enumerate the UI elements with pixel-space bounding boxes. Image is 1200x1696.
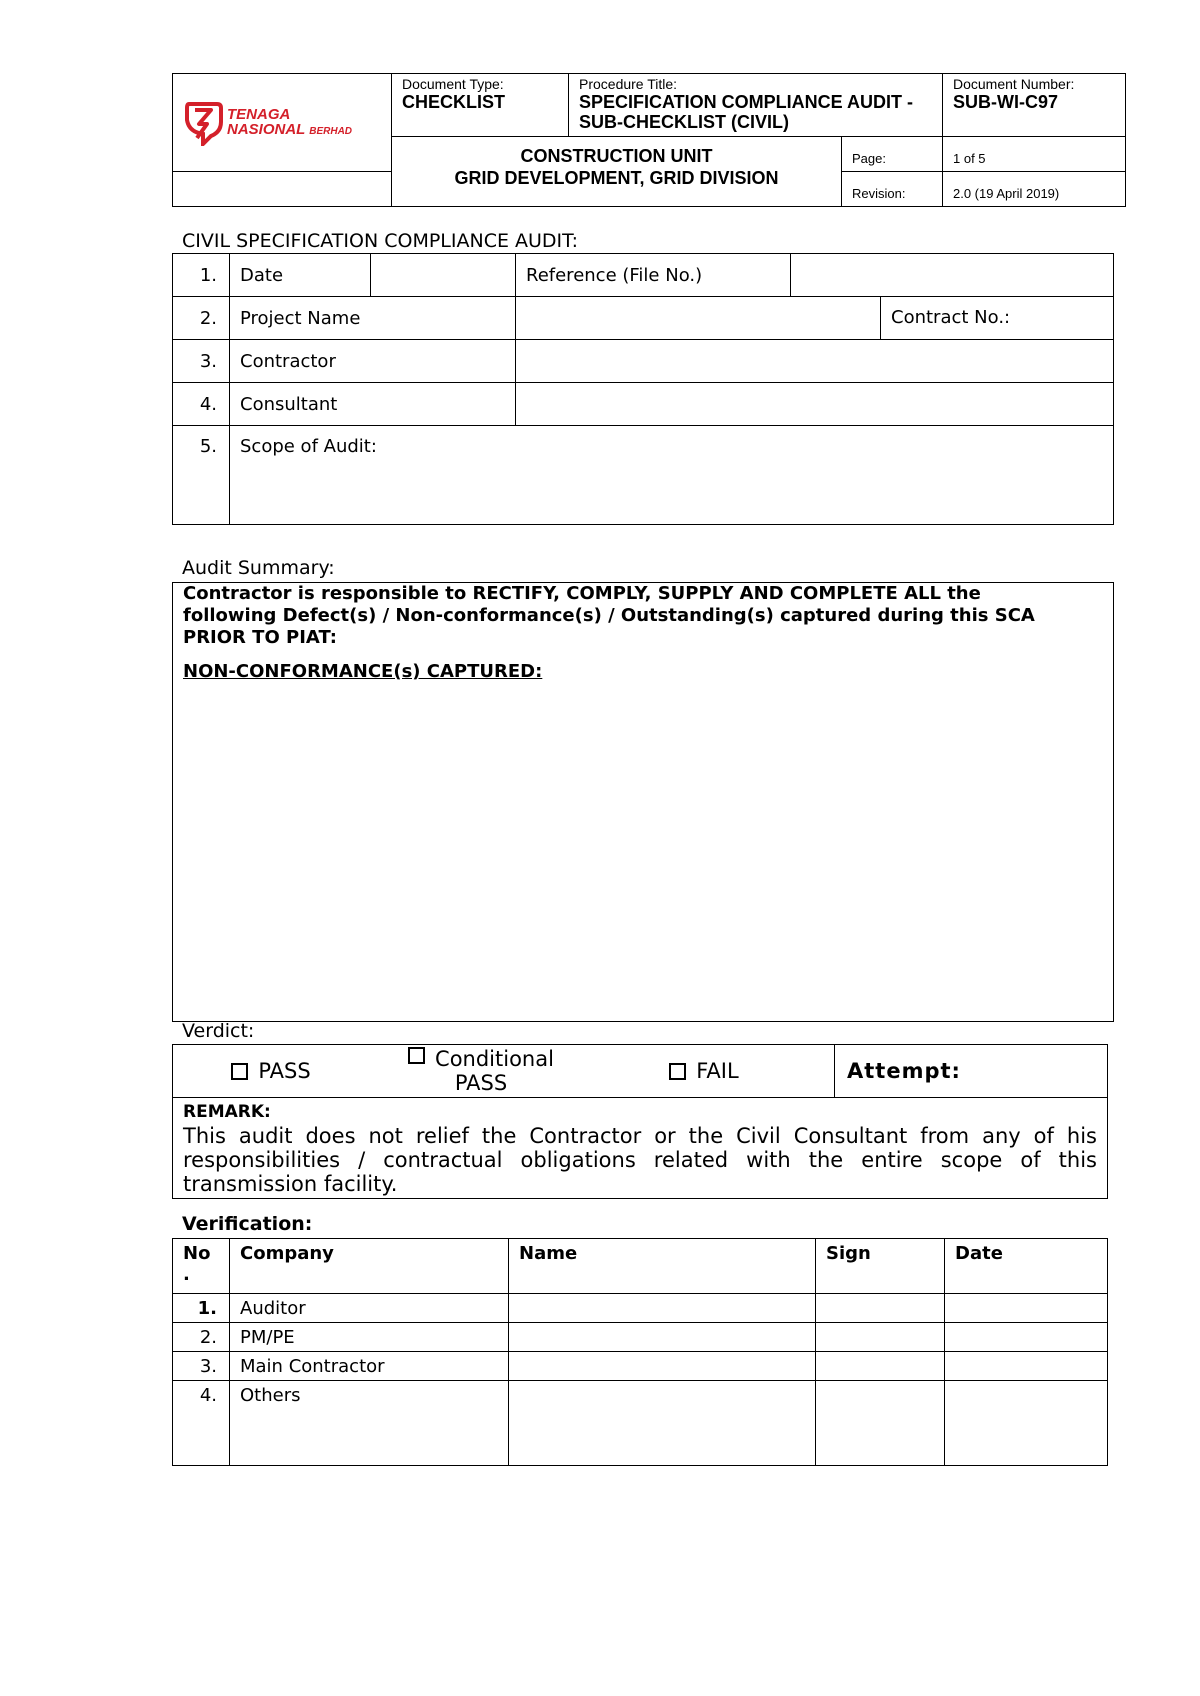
logo-filler (173, 172, 392, 207)
remark-heading: REMARK: (183, 1102, 271, 1122)
doc-number-value: SUB-WI-C97 (953, 92, 1059, 112)
audit-summary-box[interactable] (172, 582, 1114, 1022)
summary-line: PRIOR TO PIAT: (183, 627, 337, 648)
nc-heading: NON-CONFORMANCE(s) CAPTURED: (183, 661, 543, 682)
conditional-pass-option[interactable] (369, 1047, 593, 1095)
row-number: 3. (173, 340, 230, 383)
name-field[interactable] (509, 1381, 816, 1466)
sign-field[interactable] (816, 1323, 945, 1352)
unit-cell (392, 137, 842, 207)
row-no: 3. (173, 1352, 230, 1381)
col-no-label: No (183, 1243, 211, 1264)
row-number: 4. (173, 383, 230, 426)
table-row (173, 1352, 1108, 1381)
logo-text-2: NASIONAL (227, 120, 306, 138)
conditional-checkbox[interactable] (408, 1047, 425, 1064)
scope-of-audit-field[interactable] (230, 426, 1114, 525)
conditional-label-1: Conditional (435, 1047, 554, 1071)
doc-number-label: Document Number: (953, 76, 1075, 92)
row-company: Auditor (230, 1294, 509, 1323)
contract-no-label: Contract No.: (891, 307, 1011, 328)
row-number: 5. (173, 426, 230, 525)
doc-type-value: CHECKLIST (402, 92, 505, 112)
revision-value: 2.0 (19 April 2019) (943, 172, 1126, 207)
verdict-table (172, 1044, 1108, 1199)
doc-type-cell (392, 74, 569, 137)
page-value: 1 of 5 (943, 137, 1126, 172)
project-name-field[interactable] (516, 297, 881, 339)
procedure-label: Procedure Title: (579, 76, 678, 92)
verdict-title: Verdict: (182, 1020, 255, 1042)
row-no: 2. (173, 1323, 230, 1352)
doc-number-cell (943, 74, 1126, 137)
col-no-label-2: . (183, 1264, 190, 1285)
logo-text-3: BERHAD (309, 125, 353, 137)
summary-line: following Defect(s) / Non-conformance(s) / Outstanding(s) captured during this SCA (183, 605, 1035, 626)
procedure-cell (569, 74, 943, 137)
row-company: Main Contractor (230, 1352, 509, 1381)
date-label: Date (230, 254, 371, 297)
fail-option[interactable] (593, 1045, 815, 1097)
date-field[interactable] (945, 1323, 1108, 1352)
summary-line: Contractor is responsible to RECTIFY, COMPLY, SUPPLY AND COMPLETE ALL the (183, 583, 981, 604)
pass-checkbox[interactable] (231, 1063, 248, 1080)
col-company-header: Company (230, 1239, 509, 1294)
row-company: Others (230, 1381, 509, 1466)
consultant-label: Consultant (230, 383, 516, 426)
col-name-header: Name (509, 1239, 816, 1294)
scope-label: Scope of Audit: (240, 436, 377, 457)
sign-field[interactable] (816, 1352, 945, 1381)
consultant-field[interactable] (516, 383, 1114, 426)
audit-info-table (172, 253, 1114, 525)
col-no-header (173, 1239, 230, 1294)
col-sign-header: Sign (816, 1239, 945, 1294)
page-label: Page: (842, 137, 943, 172)
tnb-logo-icon (183, 100, 223, 146)
fail-checkbox[interactable] (669, 1063, 686, 1080)
col-date-header: Date (945, 1239, 1108, 1294)
table-row (173, 1294, 1108, 1323)
sign-field[interactable] (816, 1381, 945, 1466)
remark-cell (173, 1098, 1108, 1199)
date-field[interactable] (945, 1294, 1108, 1323)
revision-label: Revision: (842, 172, 943, 207)
procedure-title: SPECIFICATION COMPLIANCE AUDIT - SUB-CHECKLIST (CIVIL) (579, 92, 913, 132)
project-name-label: Project Name (230, 297, 516, 340)
table-row (173, 1323, 1108, 1352)
audit-summary-title: Audit Summary: (182, 557, 335, 579)
row-number: 2. (173, 297, 230, 340)
verification-title: Verification: (182, 1213, 313, 1235)
sign-field[interactable] (816, 1294, 945, 1323)
audit-title: CIVIL SPECIFICATION COMPLIANCE AUDIT: (182, 230, 579, 252)
pass-option[interactable] (173, 1045, 369, 1097)
unit-line-1: CONSTRUCTION UNIT (520, 146, 713, 167)
attempt-field[interactable] (835, 1045, 1108, 1098)
conditional-label-2: PASS (454, 1071, 508, 1095)
verification-table (172, 1238, 1108, 1466)
reference-value-field[interactable] (791, 254, 1114, 297)
attempt-label: Attempt: (847, 1059, 961, 1083)
fail-label: FAIL (696, 1059, 739, 1083)
project-contract-cell (516, 297, 1114, 340)
name-field[interactable] (509, 1352, 816, 1381)
date-field[interactable] (945, 1381, 1108, 1466)
name-field[interactable] (509, 1323, 816, 1352)
name-field[interactable] (509, 1294, 816, 1323)
company-logo (183, 100, 391, 146)
document-header (172, 73, 1126, 207)
doc-type-label: Document Type: (402, 76, 504, 92)
verdict-options-cell (173, 1045, 835, 1098)
logo-text-1: TENAGA (227, 105, 291, 123)
unit-line-2: GRID DEVELOPMENT, GRID DIVISION (454, 168, 779, 189)
contractor-label: Contractor (230, 340, 516, 383)
row-no: 4. (173, 1381, 230, 1466)
contractor-field[interactable] (516, 340, 1114, 383)
pass-label: PASS (258, 1059, 311, 1083)
date-field[interactable] (945, 1352, 1108, 1381)
row-no: 1. (173, 1294, 230, 1323)
date-value-field[interactable] (371, 254, 516, 297)
reference-label: Reference (File No.) (516, 254, 791, 297)
remark-text: This audit does not relief the Contractor or the Civil Consultant from any of his responsibilities / contractual obligations related with the entire scope of this transmission facility. (183, 1124, 1097, 1196)
logo-cell (173, 74, 392, 172)
row-company: PM/PE (230, 1323, 509, 1352)
table-row (173, 1381, 1108, 1466)
row-number: 1. (173, 254, 230, 297)
